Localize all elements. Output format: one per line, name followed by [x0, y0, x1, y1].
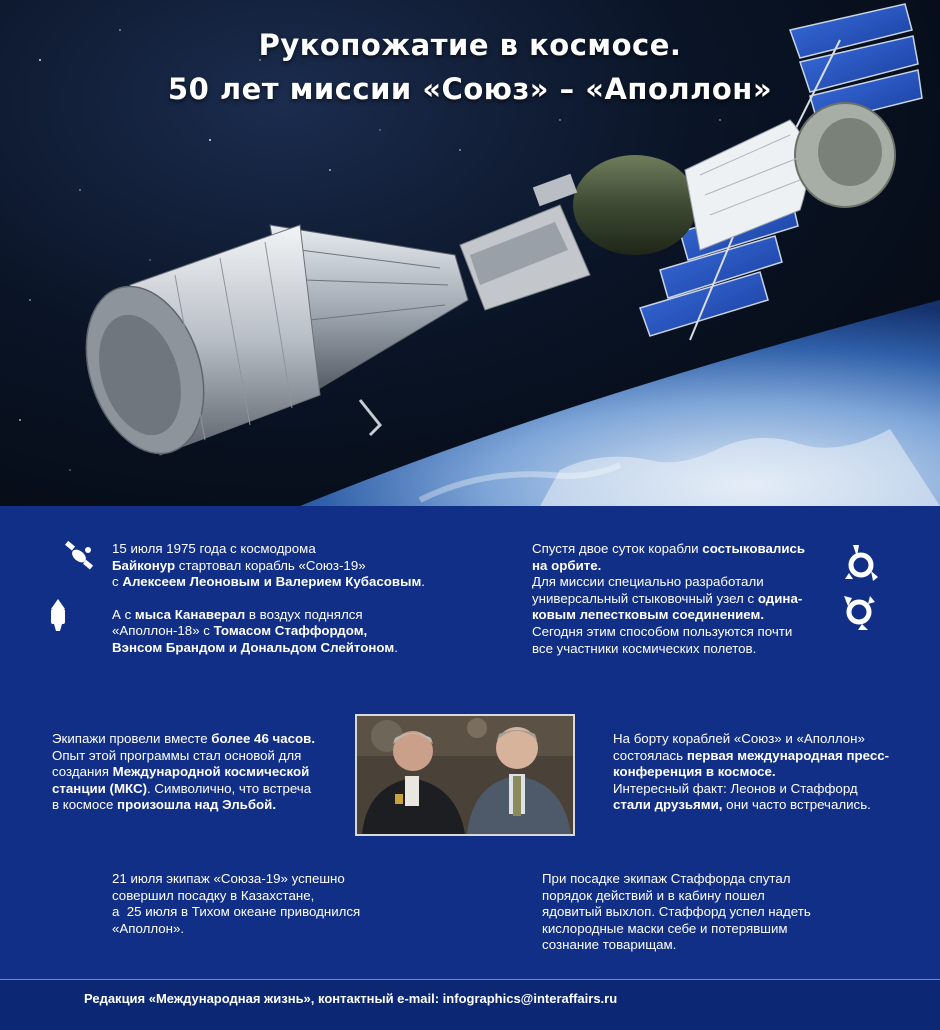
block2-line4-pre: универсальный стыковочный узел с [532, 590, 758, 606]
cosmonaut-astronaut-photo [355, 714, 575, 836]
text-block-docking [532, 541, 805, 657]
block6-line4: кислородные маски себе и потерявшим [542, 920, 788, 936]
title-line-2: 50 лет миссии «Союз» – «Аполлон» [167, 72, 773, 106]
docking-ring-top-icon [845, 543, 879, 583]
cape-canaveral: мыса Канаверал [134, 606, 246, 622]
block2-line7: все участники космических полетов. [532, 640, 757, 656]
text-block-exhaust [542, 871, 811, 954]
block5-line1: 21 июля экипаж «Союза-19» успешно [112, 871, 345, 886]
block3-line5-pre: в космосе [52, 797, 118, 813]
block5-line2: совершил посадку в Казахстане, [112, 887, 315, 903]
block1-line5-pre: А с [112, 606, 135, 622]
block1-line1: 15 июля 1975 года с космодрома [112, 541, 316, 556]
title-line-1: Рукопожатие в космосе. [258, 28, 682, 62]
block4-line5-post: они часто встречались. [722, 797, 871, 813]
block4-line1: На борту кораблей «Союз» и «Аполлон» [613, 731, 865, 746]
apollo-service-module [66, 225, 320, 469]
soyuz-crew: Алексеем Леоновым и Валерием Кубасовым [122, 574, 422, 590]
block2-line6: Сегодня этим способом пользуются почти [532, 623, 793, 639]
became-friends: стали друзьями, [613, 797, 723, 813]
soyuz-orbital-module [573, 155, 697, 255]
petal-connection: ковым лепестковым соединением. [532, 607, 765, 623]
footer [0, 980, 940, 1030]
in-orbit: на орбите. [532, 557, 602, 573]
block1-line6-pre: «Аполлон-18» с [112, 623, 214, 639]
block4-line2-pre: состоялась [613, 747, 687, 763]
soyuz-icon [64, 540, 96, 572]
block4-line4: Интересный факт: Леонов и Стаффорд [613, 780, 858, 796]
block3-line2: Опыт этой программы стал основой для [52, 747, 302, 763]
block1-line3-pre: с [112, 574, 123, 590]
text-block-crews [52, 731, 315, 814]
block2-line3: Для миссии специально разработали [532, 574, 764, 590]
baikonur: Байконур [112, 557, 176, 573]
block6-line5: сознание товарищам. [542, 937, 677, 953]
block6-line3: ядовитый выхлоп. Стаффорд успел надеть [542, 904, 811, 920]
docked: состыковались [702, 541, 806, 556]
block6-line2: порядок действий и в кабину пошел [542, 887, 765, 903]
block3-line3-pre: создания [52, 764, 113, 780]
block3-line4-post: . Символично, что встреча [147, 780, 312, 796]
apollo-icon [46, 597, 70, 633]
iss-2: станции (МКС) [52, 780, 148, 796]
block1-line5-post: в воздух поднялся [245, 606, 363, 622]
apollo-crew-1: Томасом Стаффордом, [213, 623, 368, 639]
block3-line1-pre: Экипажи провели вместе [52, 731, 212, 746]
block1-line2: стартовал корабль «Союз-19» [175, 557, 366, 573]
text-block-launch [112, 541, 425, 657]
iss-1: Международной космической [112, 764, 310, 780]
text-block-press [613, 731, 889, 814]
block6-line1: При посадке экипаж Стаффорда спутал [542, 871, 791, 886]
over-elbe: произошла над Эльбой. [117, 797, 277, 813]
block5-line3: а 25 июля в Тихом океане приводнился [112, 904, 361, 920]
docking-module [460, 174, 590, 310]
press-conference-1: первая международная пресс- [686, 747, 890, 763]
text-block-landing [112, 871, 360, 937]
docking-ring-bottom-icon [842, 594, 876, 632]
press-conference-2: конференция в космосе. [613, 764, 776, 780]
block2-line4-bold: одина- [757, 590, 803, 606]
hours-together: более 46 часов. [211, 731, 316, 746]
hero-image [0, 0, 940, 506]
footer-credits: Редакция «Международная жизнь», контактный e-mail: infographics@interaffairs.ru [84, 991, 618, 1006]
block1-line3-post: . [421, 574, 425, 590]
block1-line7-post: . [394, 639, 398, 655]
apollo-crew-2: Вэнсом Брандом и Дональдом Слейтоном [112, 639, 395, 655]
block5-line4: «Аполлон». [112, 920, 185, 936]
block2-line1-pre: Спустя двое суток корабли [532, 541, 703, 556]
